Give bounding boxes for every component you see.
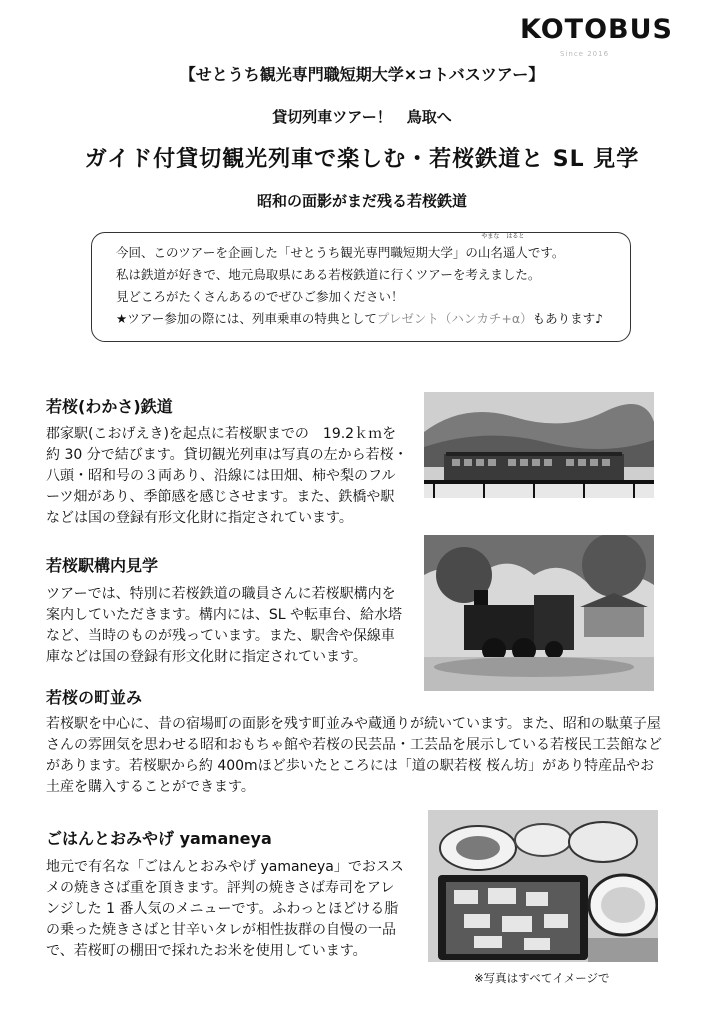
text-line: ーツ畑があり、季節感を感じさせます。また、鉄橋や駅 — [46, 489, 395, 505]
text-line: で、若桜町の棚田で採れたお米を使用しています。 — [46, 943, 367, 959]
text-line: ツアーでは、特別に若桜鉄道の職員さんに若桜駅構内を — [46, 586, 396, 602]
text-line: メの焼きさば重を頂きます。評判の焼きさば寿司をアレ — [46, 880, 395, 896]
text-line: ンジした 1 番人気のメニューです。ふわっとほどける脂 — [46, 901, 399, 917]
present-text: プレゼント（ハンカチ+α） — [376, 311, 533, 326]
tagline: 昭和の面影がまだ残る若桜鉄道 — [256, 192, 467, 210]
collaboration-title: 【せとうち観光専門職短期大学×コトバスツアー】 — [179, 65, 545, 84]
intro-line-2: 私は鉄道が好きで、地元鳥取県にある若桜鉄道に行くツアーを考えました。 — [116, 267, 541, 282]
text-line: 土産を購入することができます。 — [46, 779, 255, 795]
wakasa-railway-body — [46, 424, 426, 529]
text-line: 郡家駅(こおげえき)を起点に若桜駅までの 19.2ｋｍを — [46, 426, 397, 442]
townscape-body — [46, 714, 686, 798]
given-name-ruby: はると — [506, 233, 525, 240]
text-line: さんの雰囲気を思わせる昭和おもちゃ館や若桜の民芸品・工芸品を展示している若桜民工芸館など — [46, 737, 662, 753]
text-line: 案内していただきます。構内には、SL や転車台、給水塔 — [46, 607, 403, 623]
grilled-mackerel-meal-photo — [428, 810, 658, 962]
text-line: など、当時のものが残っています。また、駅舎や保線車 — [46, 628, 395, 644]
text-line: があります。若桜駅から約 400mほど歩いたところには「道の駅若桜 桜ん坊」があり特産品やお — [46, 758, 655, 774]
text-line: 地元で有名な「ごはんとおみやげ yamaneya」でおスス — [46, 859, 404, 875]
kotobus-logo: KOTOBUS — [520, 14, 673, 45]
text-line: などは国の登録有形文化財に指定されています。 — [46, 510, 353, 526]
author-given-name: 遥人 はると — [502, 233, 528, 260]
train-photo — [424, 392, 654, 498]
text-line: 庫などは国の登録有形文化財に指定されています。 — [46, 649, 367, 665]
station-tour-heading: 若桜駅構内見学 — [46, 556, 159, 575]
intro-line-4: ★ツアー参加の際には、列車乗車の特典としてプレゼント（ハンカチ+α）もあります♪ — [116, 311, 604, 326]
townscape-heading: 若桜の町並み — [46, 688, 143, 707]
text-line: の乗った焼きさばと甘辛いタレが相性抜群の自慢の一品 — [46, 922, 396, 938]
text-line: 八頭・昭和号の３両あり、沿線には田畑、柿や梨のフル — [46, 468, 396, 484]
text-line: 若桜駅を中心に、昔の宿場町の面影を残す町並みや蔵通りが続いています。また、昭和の駄菓子屋 — [46, 716, 661, 732]
surname-ruby: やまな — [481, 233, 500, 240]
author-surname: 山名 やまな — [477, 233, 503, 260]
restaurant-body — [46, 857, 426, 962]
main-title: ガイド付貸切観光列車で楽しむ・若桜鉄道と SL 見学 — [84, 147, 640, 172]
steam-locomotive-photo — [424, 535, 654, 691]
tour-subtitle: 貸切列車ツアー！ 鳥取へ — [272, 108, 452, 126]
text-line: 約 30 分で結びます。貸切観光列車は写真の左から若桜・ — [46, 447, 408, 463]
photo-note: ※写真はすべてイメージで — [474, 971, 610, 985]
wakasa-railway-heading: 若桜(わかさ)鉄道 — [46, 397, 173, 416]
logo-subtext: Since 2016 — [560, 50, 610, 58]
intro-line-3: 見どころがたくさんあるのでぜひご参加ください！ — [116, 289, 404, 304]
restaurant-heading: ごはんとおみやげ yamaneya — [46, 829, 272, 848]
station-tour-body — [46, 584, 426, 668]
intro-box — [91, 232, 631, 342]
intro-line-1: 今回、このツアーを企画した「せとうち観光専門職短期大学」の山名 やまな 遥人 はると です。 — [116, 242, 612, 264]
